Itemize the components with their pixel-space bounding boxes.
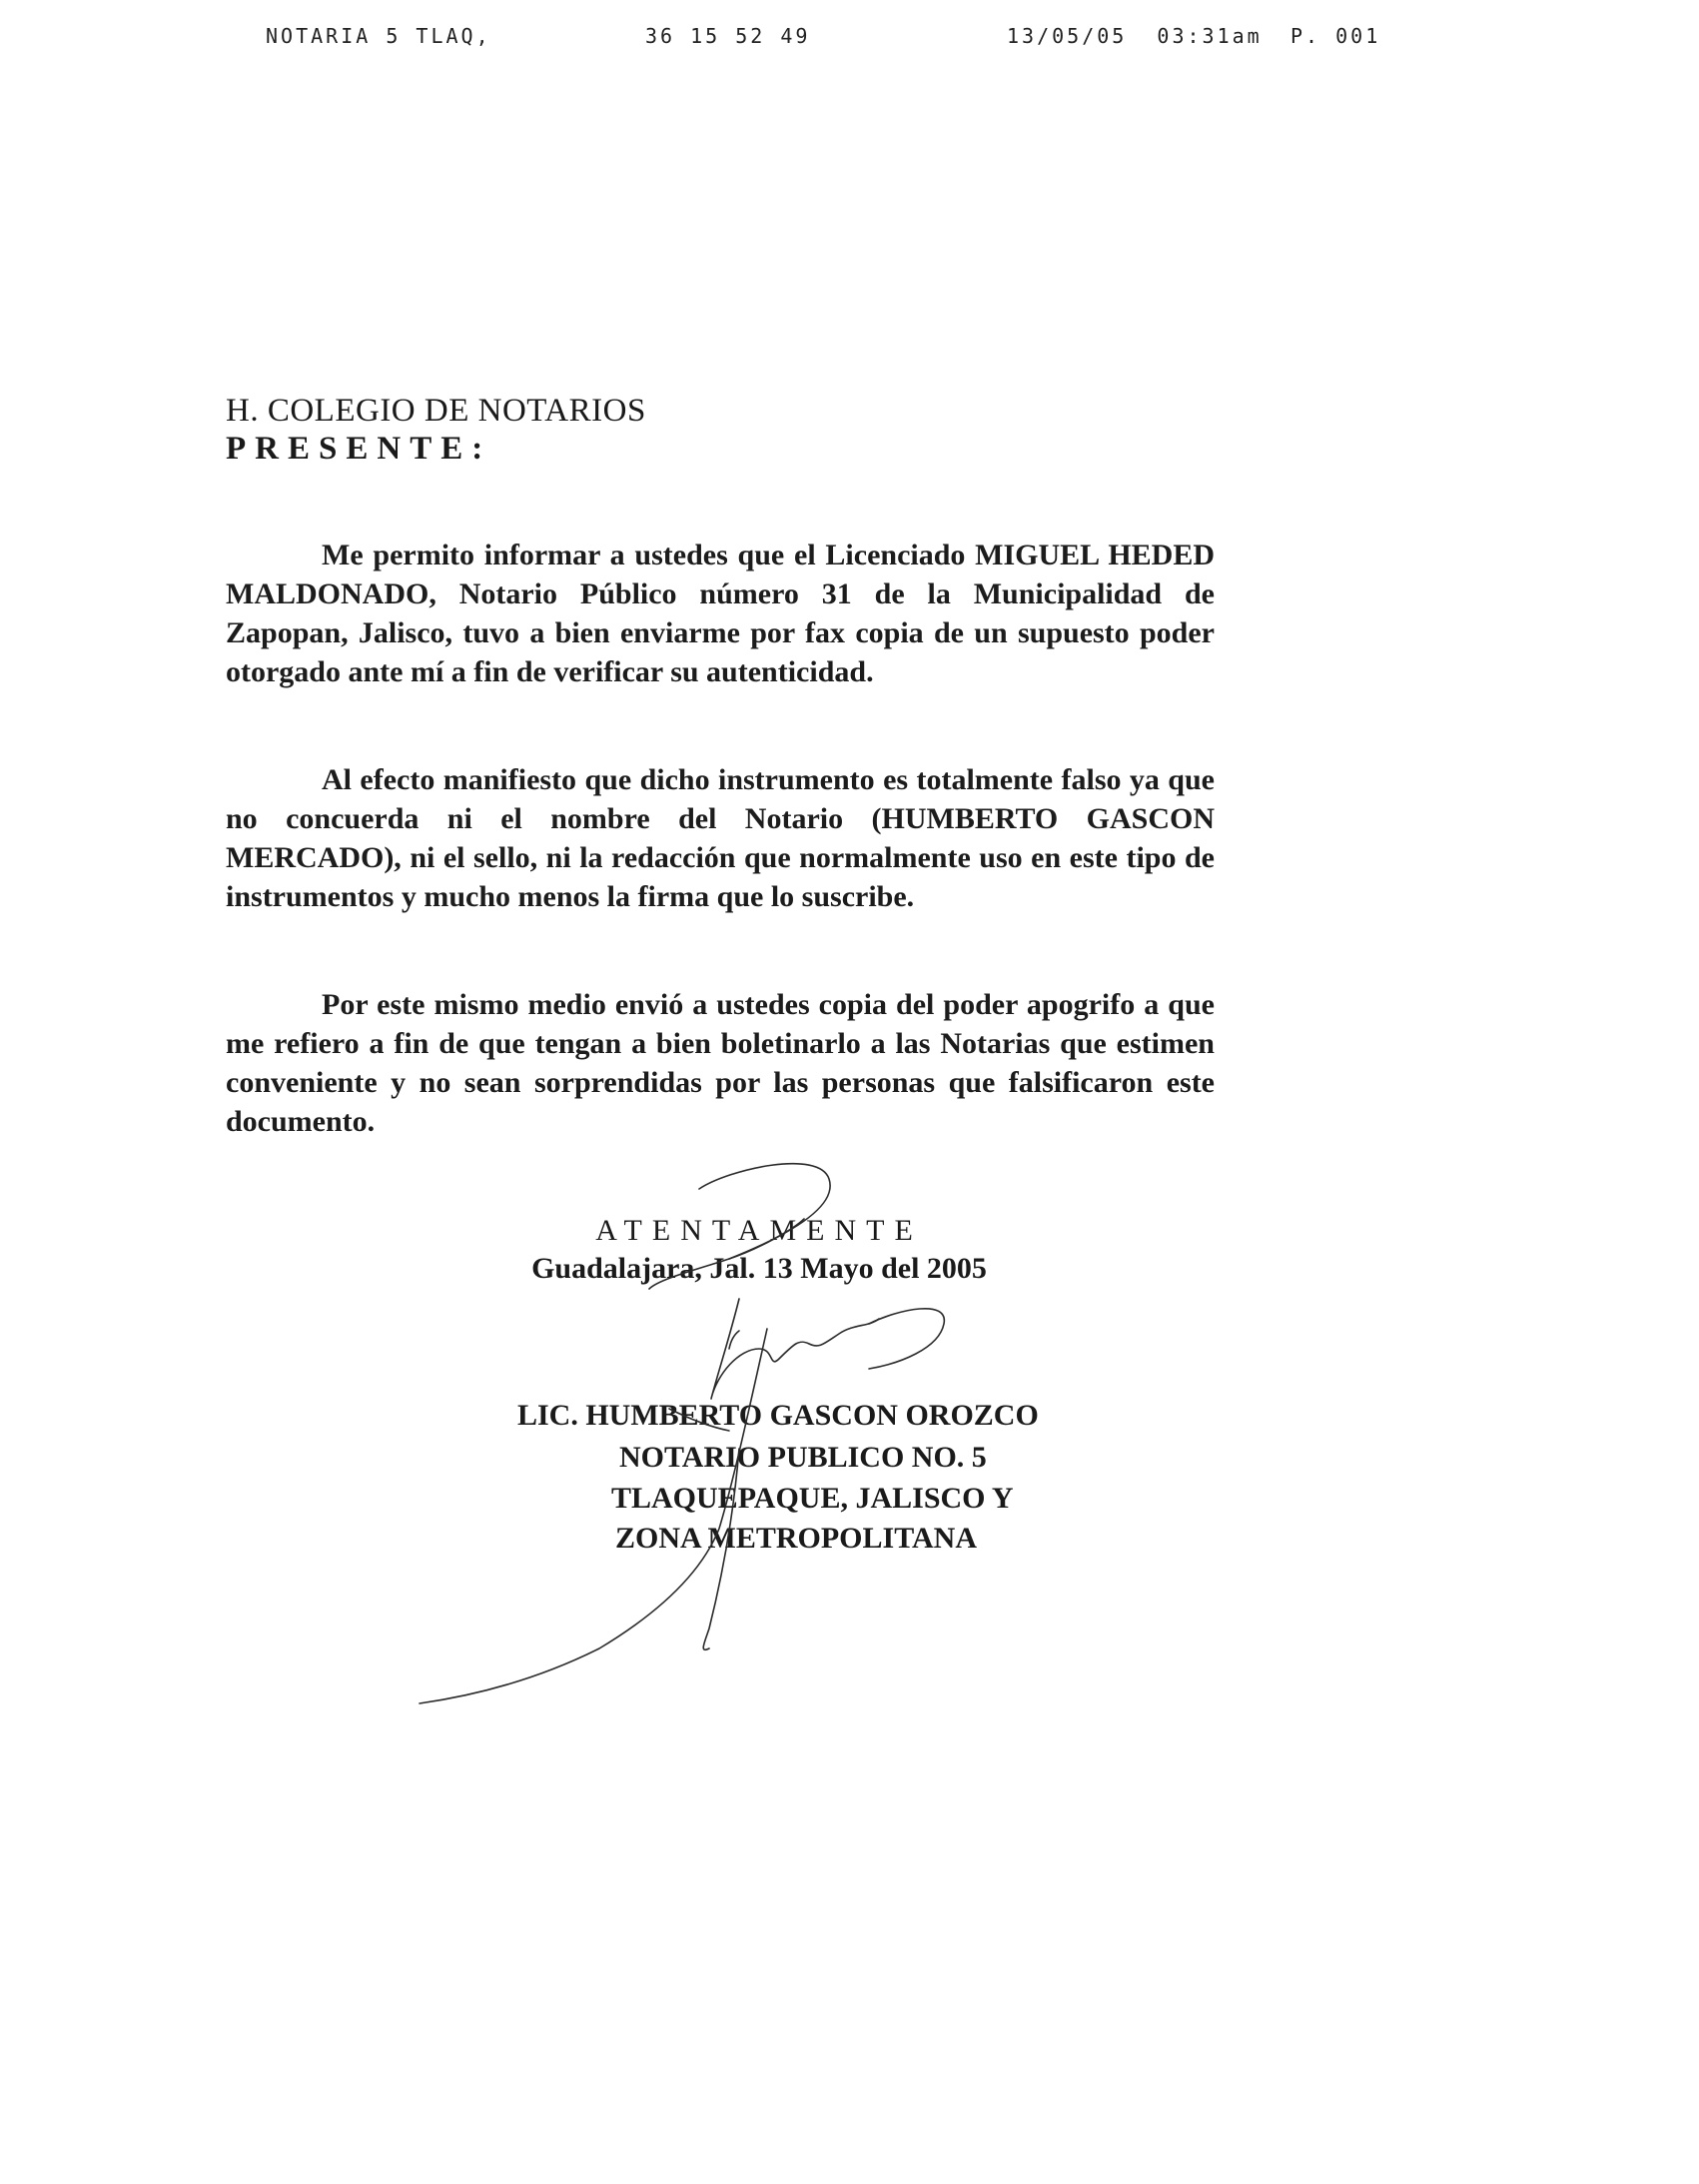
paragraph-text: Al efecto manifiesto que dicho instrumento es totalmente falso ya que no concuerda ni el nombre del Notario (HUMBERTO GASCON MERCADO), ni el sello, ni la redacción que normalmente uso en este tipo de instrumentos y mucho menos la firma que lo suscribe. — [226, 763, 1215, 913]
signature-letters — [711, 1299, 879, 1399]
handwritten-signature — [400, 1149, 999, 1708]
paragraph-text: Me permito informar a ustedes que el Licenciado MIGUEL HEDED MALDONADO, Notario Público número 31 de la Municipalidad de Zapopan, Jalisco, tuvo a bien enviarme por fax copia de un supuesto poder otorgado ante mí a fin de verificar su autenticidad. — [226, 539, 1215, 688]
signature-loop-top — [649, 1164, 830, 1289]
body-paragraph-3 — [226, 985, 1215, 1141]
recipient-presente: PRESENTE: — [226, 431, 492, 467]
signature-underline — [669, 1409, 729, 1431]
fax-header — [0, 24, 1699, 54]
fax-sender: NOTARIA 5 TLAQ, — [266, 24, 491, 48]
signatory-name: LIC. HUMBERTO GASCON OROZCO — [517, 1399, 1039, 1432]
signature-upper-curve — [729, 1219, 804, 1259]
fax-page-number: P. 001 — [1290, 24, 1381, 48]
signatory-title: NOTARIO PUBLICO NO. 5 — [619, 1441, 987, 1474]
body-paragraph-1 — [226, 536, 1215, 691]
signatory-place-line-2: ZONA METROPOLITANA — [615, 1522, 977, 1555]
recipient-name: H. COLEGIO DE NOTARIOS — [226, 393, 646, 429]
fax-phone-number: 36 15 52 49 — [645, 24, 811, 48]
body-paragraph-2 — [226, 760, 1215, 916]
closing-salutation: ATENTAMENTE — [595, 1214, 923, 1247]
recipient-block — [226, 392, 1217, 468]
paragraph-text: Por este mismo medio envió a ustedes copia del poder apogrifo a que me refiero a fin de que tengan a bien boletinarlo a las Notarias que estimen conveniente y no sean sorprendidas por las personas que falsificaron este documento. — [226, 988, 1215, 1138]
fax-datetime: 13/05/05 03:31am — [1007, 24, 1263, 48]
closing-place-date: Guadalajara, Jal. 13 Mayo del 2005 — [531, 1252, 987, 1285]
signature-flourish-right — [869, 1309, 944, 1369]
signatory-place-line-1: TLAQUEPAQUE, JALISCO Y — [611, 1482, 1014, 1515]
